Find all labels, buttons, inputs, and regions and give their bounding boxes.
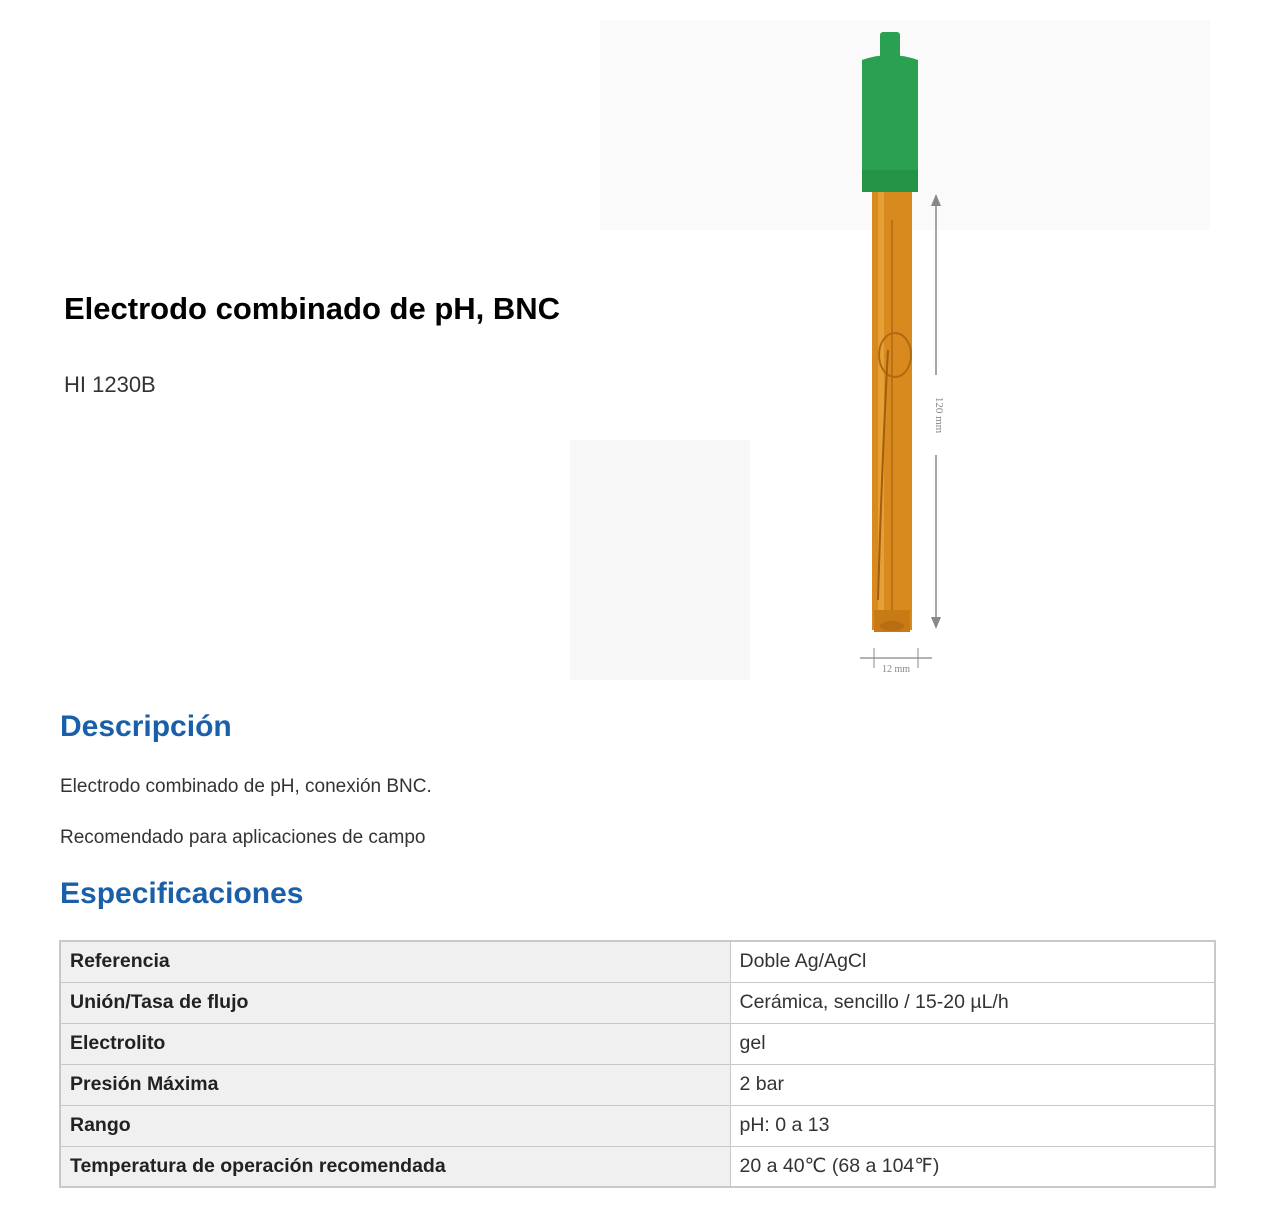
table-row <box>60 1146 1215 1187</box>
product-title: Electrodo combinado de pH, BNC <box>64 291 561 326</box>
spec-value: Cerámica, sencillo / 15-20 µL/h <box>730 982 1215 1023</box>
product-code: HI 1230B <box>64 372 156 397</box>
spec-label: Referencia <box>60 941 730 982</box>
description-heading: Descripción <box>60 710 232 743</box>
specifications-heading: Especificaciones <box>60 877 304 910</box>
product-image <box>560 20 1220 685</box>
table-row <box>60 1105 1215 1146</box>
ph-electrode-illustration <box>560 20 1220 685</box>
table-row <box>60 1023 1215 1064</box>
spec-value: 20 a 40℃ (68 a 104℉) <box>730 1146 1215 1187</box>
table-row <box>60 941 1215 982</box>
spec-label: Presión Máxima <box>60 1064 730 1105</box>
spec-value: 2 bar <box>730 1064 1215 1105</box>
spec-label: Electrolito <box>60 1023 730 1064</box>
spec-label: Unión/Tasa de flujo <box>60 982 730 1023</box>
description-paragraph: Recomendado para aplicaciones de campo <box>60 827 426 848</box>
length-label: 120 mm <box>933 396 945 434</box>
spec-label: Temperatura de operación recomendada <box>60 1146 730 1187</box>
width-label: 12 mm <box>881 664 911 675</box>
spec-value: gel <box>730 1023 1215 1064</box>
table-row <box>60 1064 1215 1105</box>
specifications-table <box>59 940 1216 1188</box>
spec-label: Rango <box>60 1105 730 1146</box>
spec-value: pH: 0 a 13 <box>730 1105 1215 1146</box>
spec-value: Doble Ag/AgCl <box>730 941 1215 982</box>
table-row <box>60 982 1215 1023</box>
description-paragraph: Electrodo combinado de pH, conexión BNC. <box>60 776 432 797</box>
